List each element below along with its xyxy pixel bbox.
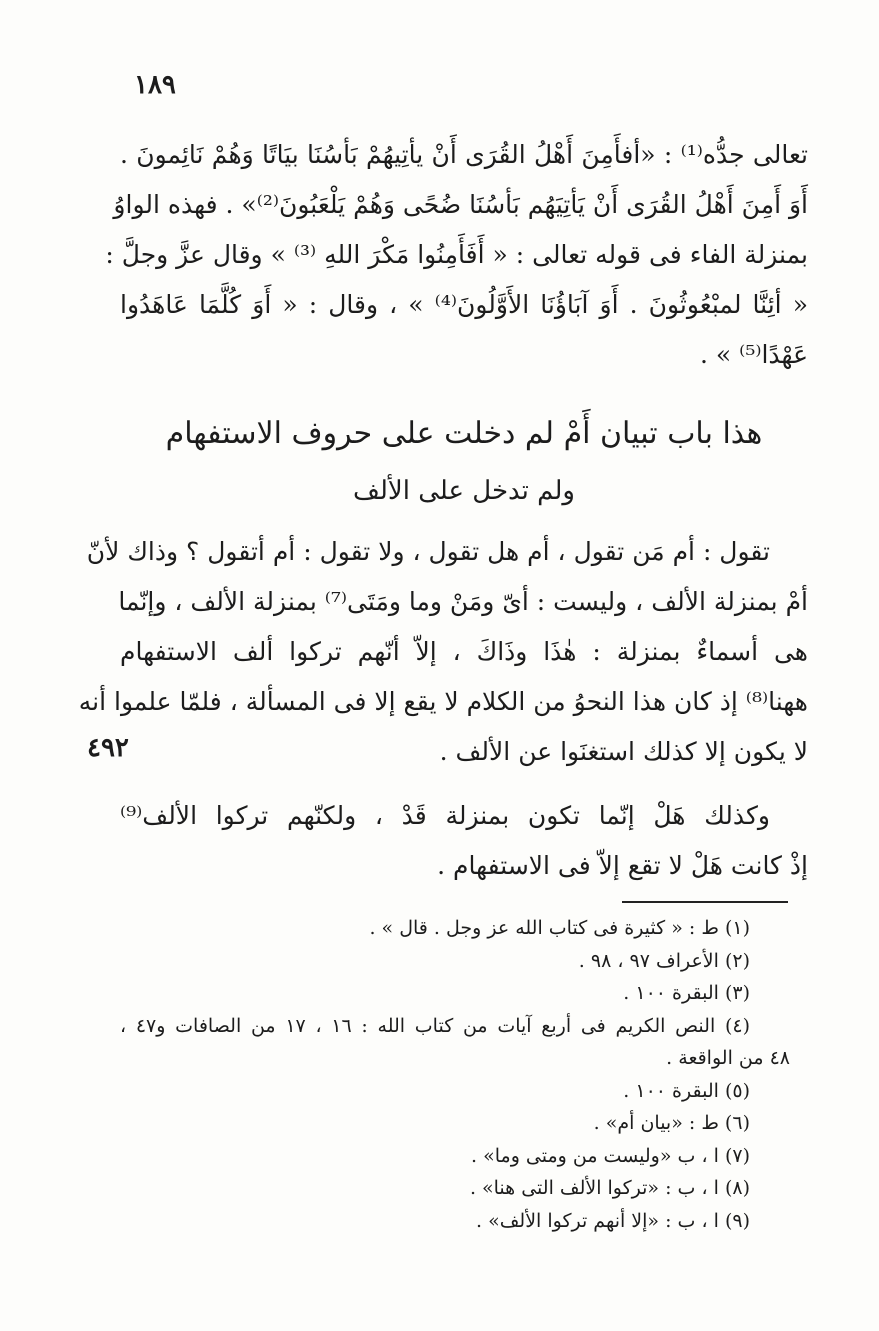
text-line: لا يكون إلا كذلك استغنَوا عن الألف . — [439, 737, 808, 766]
footnotes — [120, 912, 790, 1237]
footnote: (٨) ا ، ب : «تركوا الألف التى هنا» . — [469, 1177, 750, 1199]
page-number: ١٨٩ — [134, 70, 176, 100]
footnote-continuation: ٤٨ من الواقعة . — [666, 1047, 790, 1069]
text-line: وكذلك هَلْ إنّما تكون بمنزلة قَدْ ، ولكنّهم تركوا الألف⁽⁹⁾ — [120, 801, 770, 830]
text-line: تقول : أم مَن تقول ، أم هل تقول ، ولا تقول : أم أتقول ؟ وذاك لأنّ — [86, 537, 770, 566]
body-paragraph-2 — [120, 791, 808, 891]
text-line: أمْ بمنزلة الألف ، وليست : أىّ ومَنْ وما ومَتَى⁽⁷⁾ بمنزلة الألف ، وإنّما — [118, 587, 808, 616]
text-line: « أئِنَّا لمبْعُوثُونَ . أَوَ آبَاؤُنَا الأَوَّلُونَ⁽⁴⁾ » ، وقال : « أَوَ كُلَّمَا عَاهَدُوا — [120, 290, 808, 319]
footnote: (٣) البقرة ١٠٠ . — [623, 982, 750, 1004]
intro-paragraph — [105, 130, 808, 380]
footnote: (٦) ط : «بيان أم» . — [593, 1112, 750, 1134]
text-line: هى أسماءٌ بمنزلة : هٰذَا وذَاكَ ، إلاّ أنّهم تركوا ألف الاستفهام — [120, 637, 808, 666]
text-line: بمنزلة الفاء فى قوله تعالى : « أَفَأَمِنُوا مَكْرَ اللهِ ⁽³⁾ » وقال عزَّ وجلَّ : — [105, 240, 808, 269]
text-line: إذْ كانت هَلْ لا تقع إلاّ فى الاستفهام . — [437, 851, 808, 880]
margin-page-reference: ٤٩٢ — [87, 733, 129, 763]
footnote: (٩) ا ، ب : «إلا أنهم تركوا الألف» . — [476, 1209, 750, 1232]
footnote: (١) ط : « كثيرة فى كتاب الله عز وجل . قال » . — [369, 917, 750, 939]
text-line: ههنا⁽⁸⁾ إذ كان هذا النحوُ من الكلام لا يقع إلا فى المسألة ، فلمّا علموا أنه — [78, 687, 808, 716]
footnote: (٥) البقرة ١٠٠ . — [623, 1079, 750, 1102]
footnote-divider — [622, 901, 788, 903]
text-line: أَوَ أَمِنَ أَهْلُ القُرَى أَنْ يَأتِيَهُم بَأسُنَا ضُحًى وَهُمْ يَلْعَبُونَ⁽²⁾» . فهذه الواوُ — [113, 190, 808, 219]
text-line: عَهْدًا⁽⁵⁾ » . — [700, 340, 808, 369]
footnote: (٧) ا ، ب «وليست من ومتى وما» . — [471, 1144, 750, 1167]
chapter-heading: هذا باب تبيان أَمْ لم دخلت على حروف الاستفهام — [165, 416, 763, 451]
chapter-subheading: ولم تدخل على الألف — [353, 476, 575, 506]
footnote: (٤) النص الكريم فى أربع آيات من كتاب الله : ١٦ ، ١٧ من الصافات و٤٧ ، — [120, 1014, 750, 1037]
footnote: (٢) الأعراف ٩٧ ، ٩٨ . — [578, 949, 750, 972]
text-line: تعالى جدُّه⁽¹⁾ : «أفأَمِنَ أَهْلُ القُرَى أَنْ يأتِيهُمْ بَأسُنَا بيَاتًا وَهُمْ نَائِمونَ . — [120, 140, 808, 169]
